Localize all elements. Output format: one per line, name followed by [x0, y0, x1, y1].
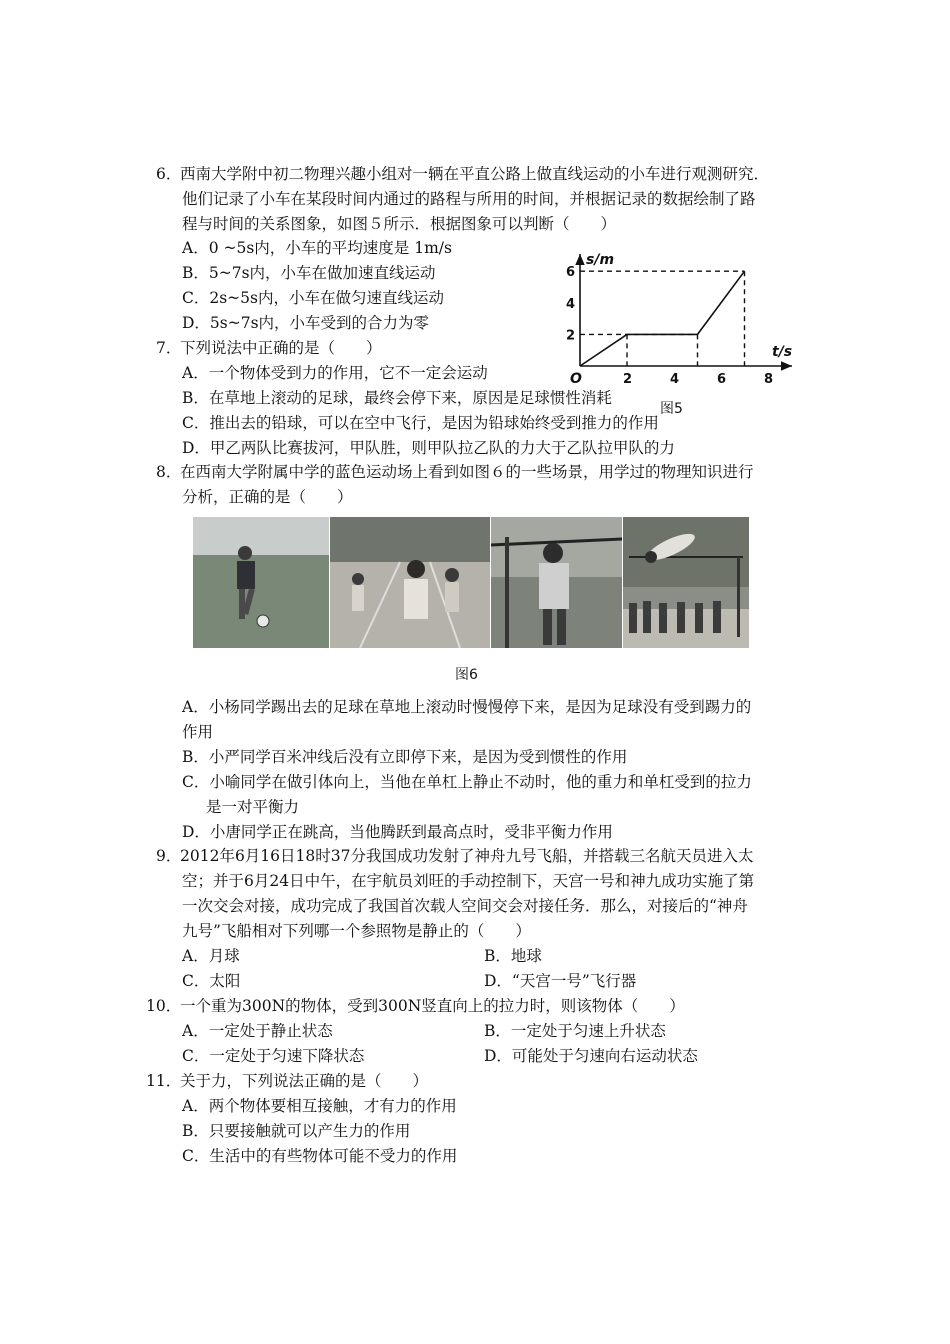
- x-axis-label: t/s: [772, 344, 793, 360]
- photo-sprint-runners: [330, 517, 490, 648]
- q11-option-a: A．两个物体要相互接触，才有力的作用: [182, 1097, 457, 1115]
- q6-stem-line2: 他们记录了小车在某段时间内通过的路程与所用的时间，并根据记录的数据绘制了路: [182, 190, 756, 208]
- q6-option-d: D．5s~7s内，小车受到的合力为零: [182, 314, 430, 332]
- origin-label: O: [570, 371, 582, 387]
- y-tick-labels: [566, 265, 575, 343]
- x-tick-label: 6: [717, 372, 727, 387]
- q10-option-c: C．一定处于匀速下降状态: [182, 1047, 365, 1065]
- q7-option-c: C．推出去的铅球，可以在空中飞行，是因为铅球始终受到推力的作用: [182, 414, 659, 432]
- q11-stem: 11．关于力，下列说法正确的是（ ）: [146, 1072, 429, 1090]
- q11-option-b: B．只要接触就可以产生力的作用: [182, 1122, 411, 1140]
- photo-football-player: [193, 517, 329, 648]
- q8-number: 8．: [156, 463, 182, 481]
- q10-number: 10．: [146, 997, 182, 1015]
- q6-stem-line3: 程与时间的关系图象，如图５所示．根据图象可以判断（ ）: [182, 215, 617, 233]
- q11-number: 11．: [146, 1072, 182, 1090]
- q10-option-b: B．一定处于匀速上升状态: [484, 1022, 666, 1040]
- q10-option-a: A．一定处于静止状态: [182, 1022, 333, 1040]
- photo-high-jumper: [623, 517, 749, 648]
- q9-number: 9．: [156, 847, 182, 865]
- q10-option-d: D．可能处于匀速向右运动状态: [484, 1047, 698, 1065]
- y-tick-label: 4: [566, 296, 576, 312]
- photo-pull-up-student: [491, 517, 622, 648]
- q9-stem-line1: 9．2012年6月16日18时37分我国成功发射了神舟九号飞船，并搭载三名航天员进入太: [156, 847, 754, 865]
- q7-stem: 7．下列说法中正确的是（ ）: [156, 339, 382, 357]
- q6-option-c: C．2s~5s内，小车在做匀速直线运动: [182, 289, 444, 307]
- q9-stem-line2: 空；并于6月24日中午，在宇航员刘旺的手动控制下，天宫一号和神九成功实施了第: [182, 872, 755, 890]
- y-tick-label: 2: [566, 328, 576, 344]
- figure-5-caption: 图5: [660, 401, 683, 417]
- q6-number: 6．: [156, 165, 182, 183]
- q7-option-d: D．甲乙两队比赛拔河，甲队胜，则甲队拉乙队的力大于乙队拉甲队的力: [182, 439, 675, 457]
- x-tick-label: 8: [764, 372, 774, 387]
- q9-stem-line3: 一次交会对接，成功完成了我国首次载人空间交会对接任务．那么，对接后的“神舟: [182, 897, 748, 915]
- q11-option-c: C．生活中的有些物体可能不受力的作用: [182, 1147, 458, 1165]
- q10-stem: 10．一个重为300N的物体，受到300N竖直向上的拉力时，则该物体（ ）: [146, 997, 685, 1015]
- q7-option-a: A．一个物体受到力的作用，它不一定会运动: [182, 364, 488, 382]
- q8-stem-line1: 8．在西南大学附属中学的蓝色运动场上看到如图６的一些场景，用学过的物理知识进行: [156, 463, 754, 481]
- q8-option-d: D．小唐同学正在跳高，当他腾跃到最高点时，受非平衡力作用: [182, 823, 613, 841]
- q6-option-a: A．0 ~5s内，小车的平均速度是 1m/s: [182, 239, 452, 257]
- q9-option-a: A．月球: [182, 947, 240, 965]
- x-tick-label: 4: [670, 372, 680, 387]
- q8-option-c-line2: 是一对平衡力: [206, 798, 300, 816]
- q9-option-d: D．“天宫一号”飞行器: [484, 972, 637, 990]
- dashed-guides: [580, 271, 745, 366]
- q8-stem-line2: 分析，正确的是（ ）: [182, 488, 353, 506]
- figure-6-caption: 图6: [455, 667, 478, 683]
- y-axis-label: s/m: [586, 252, 615, 268]
- q8-option-a-line1: A．小杨同学踢出去的足球在草地上滚动时慢慢停下来，是因为足球没有受到踢力的: [182, 698, 752, 716]
- q8-option-c-line1: C．小喻同学在做引体向上，当他在单杠上静止不动时，他的重力和单杠受到的拉力: [182, 773, 752, 791]
- q7-option-b: B．在草地上滚动的足球，最终会停下来，原因是足球惯性消耗: [182, 389, 612, 407]
- series-line: [580, 271, 745, 366]
- q6-option-b: B．5~7s内，小车在做加速直线运动: [182, 264, 436, 282]
- q6-stem-line1: 6．西南大学附中初二物理兴趣小组对一辆在平直公路上做直线运动的小车进行观测研究．: [156, 165, 770, 183]
- q8-option-b: B．小严同学百米冲线后没有立即停下来，是因为受到惯性的作用: [182, 748, 628, 766]
- q8-option-a-line2: 作用: [182, 723, 214, 741]
- q9-option-b: B．地球: [484, 947, 542, 965]
- x-tick-labels: [623, 372, 773, 387]
- q9-option-c: C．太阳: [182, 972, 241, 990]
- y-tick-label: 6: [566, 265, 576, 281]
- x-tick-label: 2: [623, 372, 633, 387]
- q7-number: 7．: [156, 339, 182, 357]
- q9-stem-line4: 九号”飞船相对下列哪一个参照物是静止的（ ）: [182, 922, 531, 940]
